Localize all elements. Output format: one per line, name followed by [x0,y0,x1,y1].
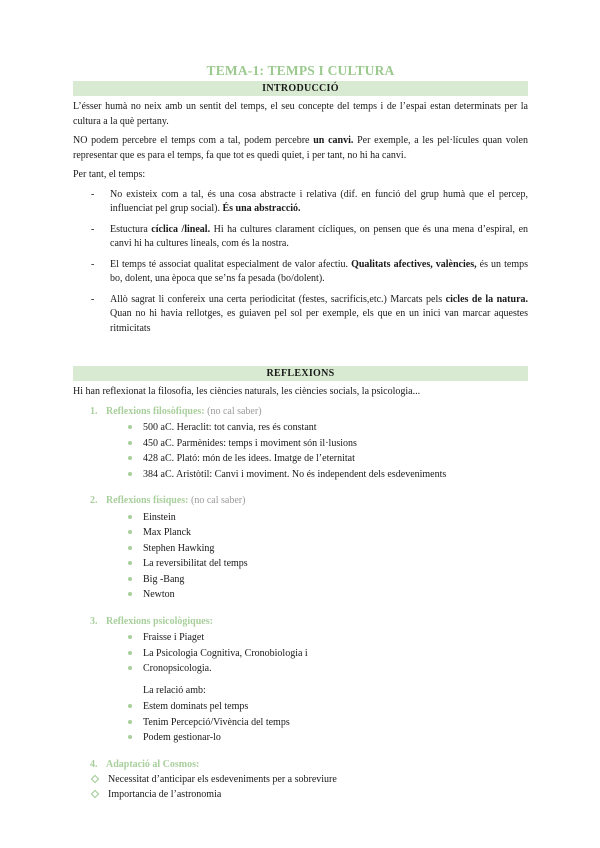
group-title: Reflexions psicològiques: [106,615,213,627]
item-text: No existeix com a tal, és una cosa abstracte i relativa (dif. en funció del grup humà que el percep, influenciat pel grup social). [110,188,528,214]
dash-marker: - [91,223,95,235]
intro-p2-bold: un canvi. [313,135,354,146]
group-heading [73,615,528,630]
document-content [73,62,528,808]
item-text-end: Quan no hi havia rellotges, es guiaven pel sol per exemple, els que en un inici van marcar aquestes ritmicitats [110,308,528,334]
group-bullets [73,510,528,603]
diamond-bullets [73,772,528,802]
group-bullets [73,420,528,482]
item-text: Cronopsicologia. [143,663,212,674]
dash-marker: - [91,188,95,200]
group-heading [73,405,528,420]
group-title: Adaptació al Cosmos: [106,758,200,770]
group-note: (no cal saber) [204,405,262,417]
list-item [73,772,528,787]
bullet-dot-icon [128,441,132,445]
group-number: 3. [90,615,98,627]
reflexions-group-psicologiques [73,615,528,746]
item-bold: cicles de la natura. [445,293,529,305]
item-text: Podem gestionar-lo [143,732,221,743]
group-heading [73,758,528,773]
item-text: 500 aC. Heraclit: tot canvia, res és constant [143,422,317,433]
bullet-dot-icon [128,425,132,429]
bullet-dot-icon [128,592,132,596]
item-text: Estuctura [110,223,152,235]
section-spacer [73,342,528,366]
item-text-end: Hi ha cultures clarament cícliques, on pensen que és una mena d’espiral, en canvi hi ha cultures lineals, com és la nostra. [110,223,529,249]
bullet-dot-icon [128,456,132,460]
list-item [73,258,528,287]
group-note: (no cal saber) [188,495,246,506]
list-item [73,510,528,526]
list-item [73,420,528,436]
document-title: TEMA-1: TEMPS I CULTURA [206,63,395,78]
item-text: Einstein [143,511,176,523]
reflexions-list [73,405,528,803]
list-item [73,525,528,541]
item-text: La reversibilitat del temps [143,558,248,569]
list-item [73,293,528,337]
bullet-dot-icon [128,546,132,550]
list-item [73,223,528,252]
list-item [73,188,528,217]
item-text: La Psicologia Cognitiva, Cronobiologia i [143,647,308,659]
item-text: Stephen Hawking [143,542,215,554]
reflexions-intro: Hi han reflexionat la filosofia, les ciències naturals, les ciències socials, la psicologia... [73,386,421,397]
group-number: 2. [90,495,98,506]
item-text: Big -Bang [143,573,185,585]
diamond-bullet-icon [91,790,99,798]
group-heading [73,494,528,509]
dash-marker: - [91,258,95,270]
bullet-dot-icon [128,530,132,534]
list-item [73,541,528,557]
section-heading-reflexions: REFLEXIONS [73,366,528,381]
list-item [73,572,528,588]
bullet-dot-icon [128,666,132,670]
intro-paragraph-2 [73,134,528,163]
list-item [73,646,528,662]
bullet-dot-icon [128,635,132,639]
list-item [73,556,528,572]
reflexions-group-filosofiques [73,405,528,483]
list-item [73,787,528,802]
intro-paragraph-3: Per tant, el temps: [73,169,146,180]
item-text: 450 aC. Parmènides: temps i moviment són il·lusions [143,437,357,449]
dash-marker: - [91,293,95,305]
item-text: El temps té associat qualitat especialment de valor afectiu. [110,258,352,270]
list-item [73,436,528,452]
reflexions-group-cosmos [73,758,528,803]
group-title: Reflexions filosòfiques: [106,405,205,417]
item-text: Necessitat d’anticipar els esdeveniments per a sobreviure [108,774,337,785]
list-item [73,730,528,746]
list-item [73,467,528,483]
bullet-dot-icon [128,472,132,476]
item-text: Newton [143,589,175,600]
intro-dash-list [73,188,528,337]
item-text: Allò sagrat li confereix una certa periodicitat (festes, sacrificis,etc.) Marcats pels [110,293,446,305]
item-text-end: és un temps bo, dolent, una època que se’ns fa pesada (bo/dolent). [110,258,529,284]
item-text: Importancia de l’astronomia [108,789,222,800]
item-bold: cíclica /lineal. [151,223,211,235]
item-text: Max Planck [143,527,192,538]
bullet-dot-icon [128,651,132,655]
item-text: 384 aC. Aristòtil: Canvi i moviment. No és independent dels esdeveniments [143,468,447,480]
intro-paragraph-1: L’ésser humà no neix amb un sentit del temps, el seu concepte del temps i de l’espai estan determinats per la cultura a la què pertany. [73,101,528,127]
list-item [73,661,528,677]
list-item [73,699,528,715]
list-item [73,715,528,731]
bullet-dot-icon [128,561,132,565]
bullet-dot-icon [128,704,132,708]
group-title: Reflexions físiques: [106,495,189,506]
group-bullets [73,630,528,677]
item-text: Estem dominats pel temps [143,701,249,712]
list-item [73,587,528,603]
section-heading-introduccio: INTRODUCCIÓ [73,81,528,96]
intro-p2-text: NO podem percebre el temps com a tal, podem percebre [73,135,314,146]
group-number: 1. [90,405,98,417]
list-item [73,630,528,646]
bullet-dot-icon [128,577,132,581]
intro-p2-text-end: Per exemple, a les pel·lícules quan volen representar que es para el temps, fa que tot es quedi quiet, i per tant, no hi ha canvi. [73,135,528,161]
item-bold: És una abstracció. [222,203,301,214]
bullet-dot-icon [128,735,132,739]
sub-label: La relació amb: [143,684,206,696]
item-text: Fraisse i Piaget [143,632,205,643]
bullet-dot-icon [128,515,132,519]
sub-bullets [73,699,528,746]
group-number: 4. [90,758,98,770]
item-bold: Qualitats afectives, valències, [351,258,477,270]
reflexions-group-fisiques [73,494,528,603]
diamond-bullet-icon [91,775,99,783]
item-text: Tenim Percepció/Vivència del temps [143,716,290,728]
list-item [73,451,528,467]
item-text: 428 aC. Plató: món de les idees. Imatge de l’eternitat [143,453,355,464]
bullet-dot-icon [128,720,132,724]
